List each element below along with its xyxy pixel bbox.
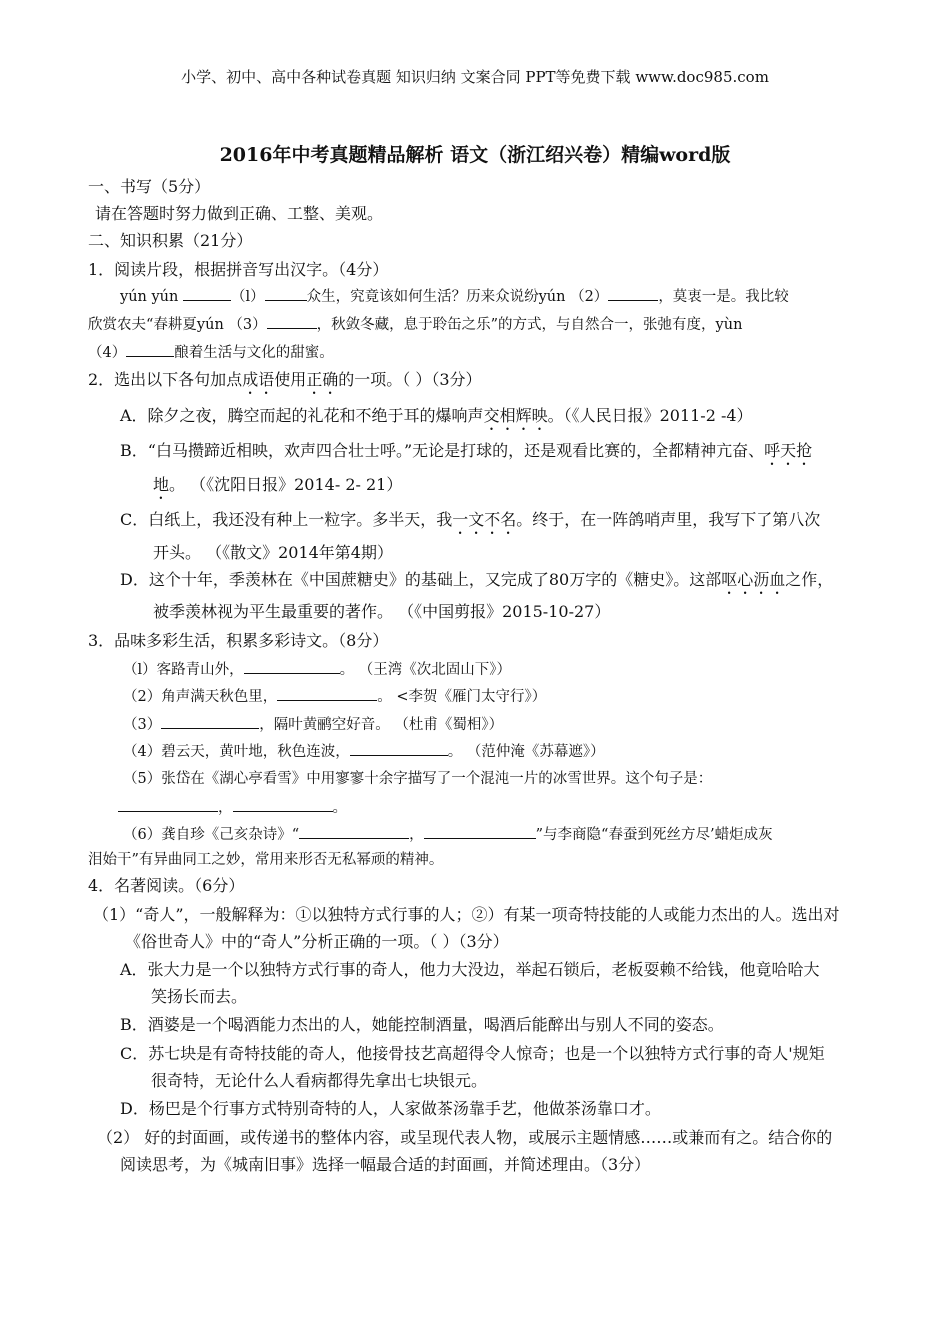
q3-heading: 3．品味多彩生活，积累多彩诗文。（8分） (88, 631, 389, 650)
q3-line5-sep: ， (218, 800, 233, 816)
q2-option-c-line2: 开头。 （《散文》2014年第4期） (153, 543, 393, 562)
q3-line6-text-b: ”与李商隐“春蚕到死丝方尽’蜡炬成灰 (535, 827, 773, 843)
q2-option-d-text: D．这个十年，季羡林在《中国蔗糖史》的基础上，又完成了80万字的《糖史》。这部 (120, 570, 722, 589)
q2-option-b-source: 。 （《沈阳日报》2014- 2- 21） (169, 475, 403, 494)
q2-heading (88, 368, 482, 398)
q4-option-c-line2: 很奇特，无论什么人看病都得先拿出七块银元。 (151, 1071, 488, 1090)
q3-blank-5a[interactable] (118, 795, 218, 812)
q1-passage-line1 (120, 284, 789, 309)
q3-line6-sep: ， (409, 827, 424, 843)
q1-pinyin-1: yún yún (120, 289, 183, 305)
q2-option-d-text-b: 之作， (785, 570, 834, 589)
q2-option-b-line2 (153, 473, 402, 503)
section1-text: 请在答题时努力做到正确、工整、美观。 (95, 204, 384, 223)
q3-line1-source: 。 （王湾《次北固山下》） (339, 662, 511, 678)
q4-option-b[interactable]: B．酒婆是一个喝酒能力杰出的人，她能控制酒量，喝酒后能醉出与别人不同的姿态。 (120, 1015, 724, 1034)
q3-blank-6b[interactable] (424, 822, 536, 839)
q2-option-b-idiom: 呼天抢 (764, 441, 813, 460)
section1-heading: 一、书写（5分） (88, 177, 211, 196)
q3-blank-2[interactable] (277, 684, 377, 701)
q1-blank-1b[interactable] (265, 284, 307, 301)
q3-line3-text: ，隔叶黄鹂空好音。 （杜甫《蜀相》） (259, 717, 504, 733)
q3-blank-1[interactable] (244, 657, 340, 674)
q2-option-a-idiom: 交相辉映 (483, 406, 548, 425)
section2-heading: 二、知识积累（21分） (88, 231, 253, 250)
q3-line4-source: 。 （范仲淹《苏幕遮》） (447, 744, 605, 760)
q2-option-c-text: C．白纸上，我还没有种上一粒字。多半天，我 (120, 510, 453, 529)
q2-option-a-source: 。（《人民日报》2011-2 -4） (547, 406, 753, 425)
q1-text-2b: ，秋敛冬藏，息于聆缶之乐”的方式，与自然合一，张弛有度，yùn (316, 317, 743, 333)
q4-heading: 4．名著阅读。（6分） (88, 876, 245, 895)
q2-heading-dotted2: 正确 (306, 370, 339, 389)
q1-num-1: （l） (230, 289, 265, 305)
q2-option-d[interactable] (120, 568, 833, 598)
q2-option-c-text-b: 。终于，在一阵鸽哨声里，我写下了第八次 (516, 510, 821, 529)
q3-line2-source: 。 <李贺《雁门太守行》） (377, 689, 547, 705)
q3-line1 (123, 657, 511, 682)
q3-line1-text: （l）客路青山外， (123, 662, 244, 678)
q2-option-c-idiom: 一文不名 (452, 510, 517, 529)
q1-text-3: 酿着生活与文化的甜蜜。 (174, 345, 334, 361)
q2-option-b[interactable] (120, 439, 812, 469)
q4-sub1-line2: 《俗世奇人》中的“奇人”分析正确的一项。（ ）（3分） (125, 932, 509, 951)
q1-heading: 1．阅读片段，根据拼音写出汉字。（4分） (88, 260, 389, 279)
q3-line5-end: 。 (332, 800, 347, 816)
q1-text-2: 欣赏农夫“春耕夏yún （3） (88, 317, 267, 333)
q2-option-b-text: B．“白马攒蹄近相映，欢声四合壮士呼。”无论是打球的，还是观看比赛的，全都精神亢奋、 (120, 441, 765, 460)
q1-passage-line3 (88, 340, 334, 365)
q3-line6-cont: 泪始干”有异曲同工之妙，常用来形否无私幂顽的精神。 (88, 852, 444, 868)
q3-blank-6a[interactable] (299, 822, 409, 839)
q4-sub2-line1: （2） 好的封面画，或传递书的整体内容，或呈现代表人物，或展示主题情感……或兼而有之。结合你的 (97, 1128, 833, 1147)
q2-heading-c: 的一项。（ ）（3分） (338, 370, 482, 389)
q1-num-4: （4） (88, 345, 127, 361)
q3-line4 (123, 739, 605, 764)
q3-line6 (123, 822, 773, 847)
q1-text-1b: ，莫衷一是。我比较 (658, 289, 789, 305)
q3-line5: （5）张岱在《湖心亭看雪》中用寥寥十余字描写了一个混沌一片的冰雪世界。这个句子是： (123, 771, 713, 787)
q3-line4-text: （4）碧云天，黄叶地，秋色连波， (123, 744, 350, 760)
q2-option-a[interactable] (120, 404, 753, 434)
q1-passage-line2 (88, 312, 742, 337)
page-header: 小学、初中、高中各种试卷真题 知识归纳 文案合同 PPT等免费下载 www.doc985.com (181, 68, 769, 86)
q3-line5-answer (118, 795, 347, 820)
q3-blank-4[interactable] (350, 739, 448, 756)
page-title: 2016年中考真题精品解析 语文（浙江绍兴卷）精编word版 (219, 144, 731, 166)
q3-line3 (123, 712, 503, 737)
q3-blank-3[interactable] (161, 712, 259, 729)
q2-heading-a: 2．选出以下各句加点 (88, 370, 243, 389)
q4-option-c[interactable]: C．苏七块是有奇特技能的奇人，他接骨技艺高超得令人惊奇；也是一个以独特方式行事的奇人'规矩 (120, 1044, 825, 1063)
q1-blank-3[interactable] (267, 312, 317, 329)
q3-line6-text: （6）龚自珍《己亥杂诗》“ (123, 827, 300, 843)
q4-option-d[interactable]: D．杨巴是个行事方式特别奇特的人，人家做茶汤靠手艺，他做茶汤靠口才。 (120, 1099, 661, 1118)
q4-option-a[interactable]: A．张大力是一个以独特方式行事的奇人，他力大没边，举起石锁后，老板耍赖不给钱，他竟哈哈大 (120, 960, 820, 979)
q2-heading-dotted: 成语 (242, 370, 275, 389)
q1-blank-1[interactable] (183, 284, 231, 301)
q2-heading-b: 使用 (274, 370, 307, 389)
q3-line3-num: （3） (123, 717, 162, 733)
q4-option-a-line2: 笑扬长而去。 (151, 987, 248, 1006)
q2-option-b-idiom-end: 地 (153, 475, 170, 494)
q1-blank-2[interactable] (608, 284, 658, 301)
q2-option-c[interactable] (120, 508, 820, 538)
q2-option-d-line2: 被季羡林视为平生最重要的著作。 （《中国剪报》2015-10-27） (153, 602, 611, 621)
q1-text-1: 众生，究竟该如何生活？历来众说纷yún （2） (306, 289, 609, 305)
q1-blank-4[interactable] (126, 340, 174, 357)
q3-blank-5b[interactable] (233, 795, 333, 812)
q3-line2-text: （2）角声满天秋色里， (123, 689, 278, 705)
q2-option-d-idiom: 呕心沥血 (721, 570, 786, 589)
q4-sub2-line2: 阅读思考，为《城南旧事》选择一幅最合适的封面画，并简述理由。（3分） (120, 1155, 651, 1174)
q4-sub1-line1: （1）“奇人”，一般解释为：①以独特方式行事的人；②）有某一项奇特技能的人或能力杰出的人。选出对 (93, 905, 840, 924)
q3-line2 (123, 684, 546, 709)
q2-option-a-text: A．除夕之夜，腾空而起的礼花和不绝于耳的爆响声 (120, 406, 484, 425)
